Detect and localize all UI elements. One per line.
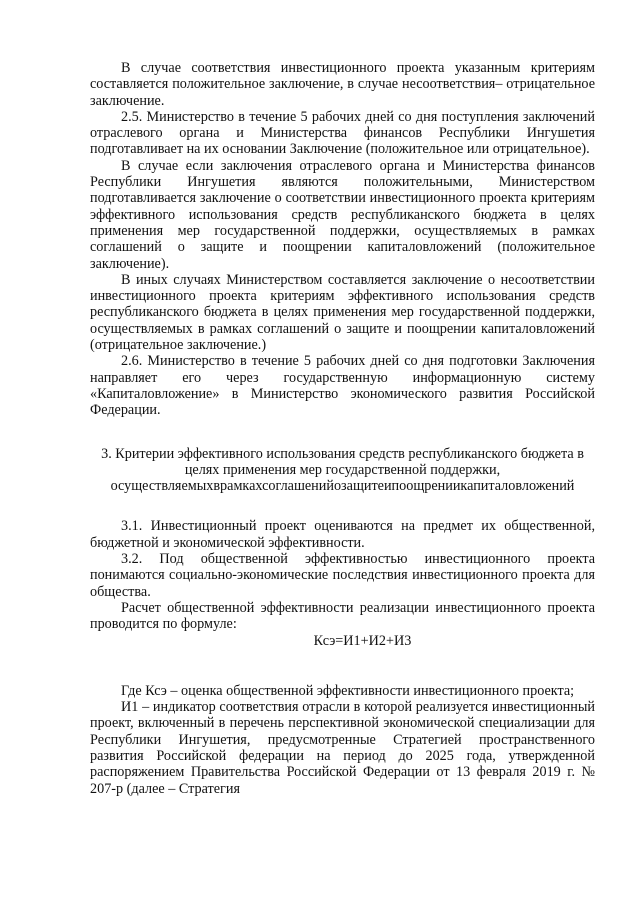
paragraph-other-cases: В иных случаях Министерством составляется заключение о несоответствии инвестиционного проекта критериям эффективного использования средств республиканского бюджета в целях применения мер государственной поддержки, осуществляемых в рамках соглашений о защите и поощрении капиталовложений (отрицательное заключение.) [90,271,595,354]
section-3-heading [90,446,595,495]
paragraph-ksye-definition: Где Ксэ – оценка общественной эффективности инвестиционного проекта; [121,682,575,699]
paragraph-3-2: 3.2. Под общественной эффективностью инвестиционного проекта понимаются социально-экономические последствия инвестиционного проекта для общества. [90,551,595,600]
paragraph-2-6: 2.6. Министерство в течение 5 рабочих дней со дня подготовки Заключения направляет его через государственную информационную систему «Капиталовложение» в Министерство экономического развития Российской Федерации. [90,353,595,419]
document-page [90,60,595,797]
section-3-heading-line2: осуществляемыхврамкахсоглашенийозащитеипоощрениикапиталовложений [110,478,575,495]
paragraph-i1-definition: И1 – индикатор соответствия отрасли в которой реализуется инвестиционный проект, включенный в перечень перспективной экономической специализации для Республики Ингушетия, предусмотренные Стратегией пространственного развития Российской федерации на период до 2025 года, утвержденной распоряжением Правительства Российской Федерации от 13 февраля 2019 г. № 207-р (далее – Стратегия [90,699,595,797]
paragraph-calculation: Расчет общественной эффективности реализации инвестиционного проекта проводится по формуле: [90,599,595,633]
formula: Ксэ=И1+И2+И3 [313,632,412,649]
section-3-heading-line1: 3. Критерии эффективного использования средств республиканского бюджета в целях применения мер государственной поддержки, [101,445,584,478]
paragraph-positive-conclusions: В случае если заключения отраслевого органа и Министерства финансов Республики Ингушетия являются положительными, Министерством подготавливается заключение о соответствии инвестиционного проекта критериям эффективного использования средств республиканского бюджета в целях применения мер государственной поддержки, осуществляемых в рамках соглашений о защите и поощрении капиталовложений (положительное заключение). [90,157,595,272]
paragraph-3-1: 3.1. Инвестиционный проект оцениваются на предмет их общественной, бюджетной и экономической эффективности. [90,518,595,551]
paragraph-2-5: 2.5. Министерство в течение 5 рабочих дней со дня поступления заключений отраслевого органа и Министерства финансов Республики Ингушетия подготавливает на их основании Заключение (положительное или отрицательное). [90,108,595,158]
paragraph-compliance-conclusion: В случае соответствия инвестиционного проекта указанным критериям составляется положительное заключение, в случае несоответствия– отрицательное заключение. [90,60,595,109]
